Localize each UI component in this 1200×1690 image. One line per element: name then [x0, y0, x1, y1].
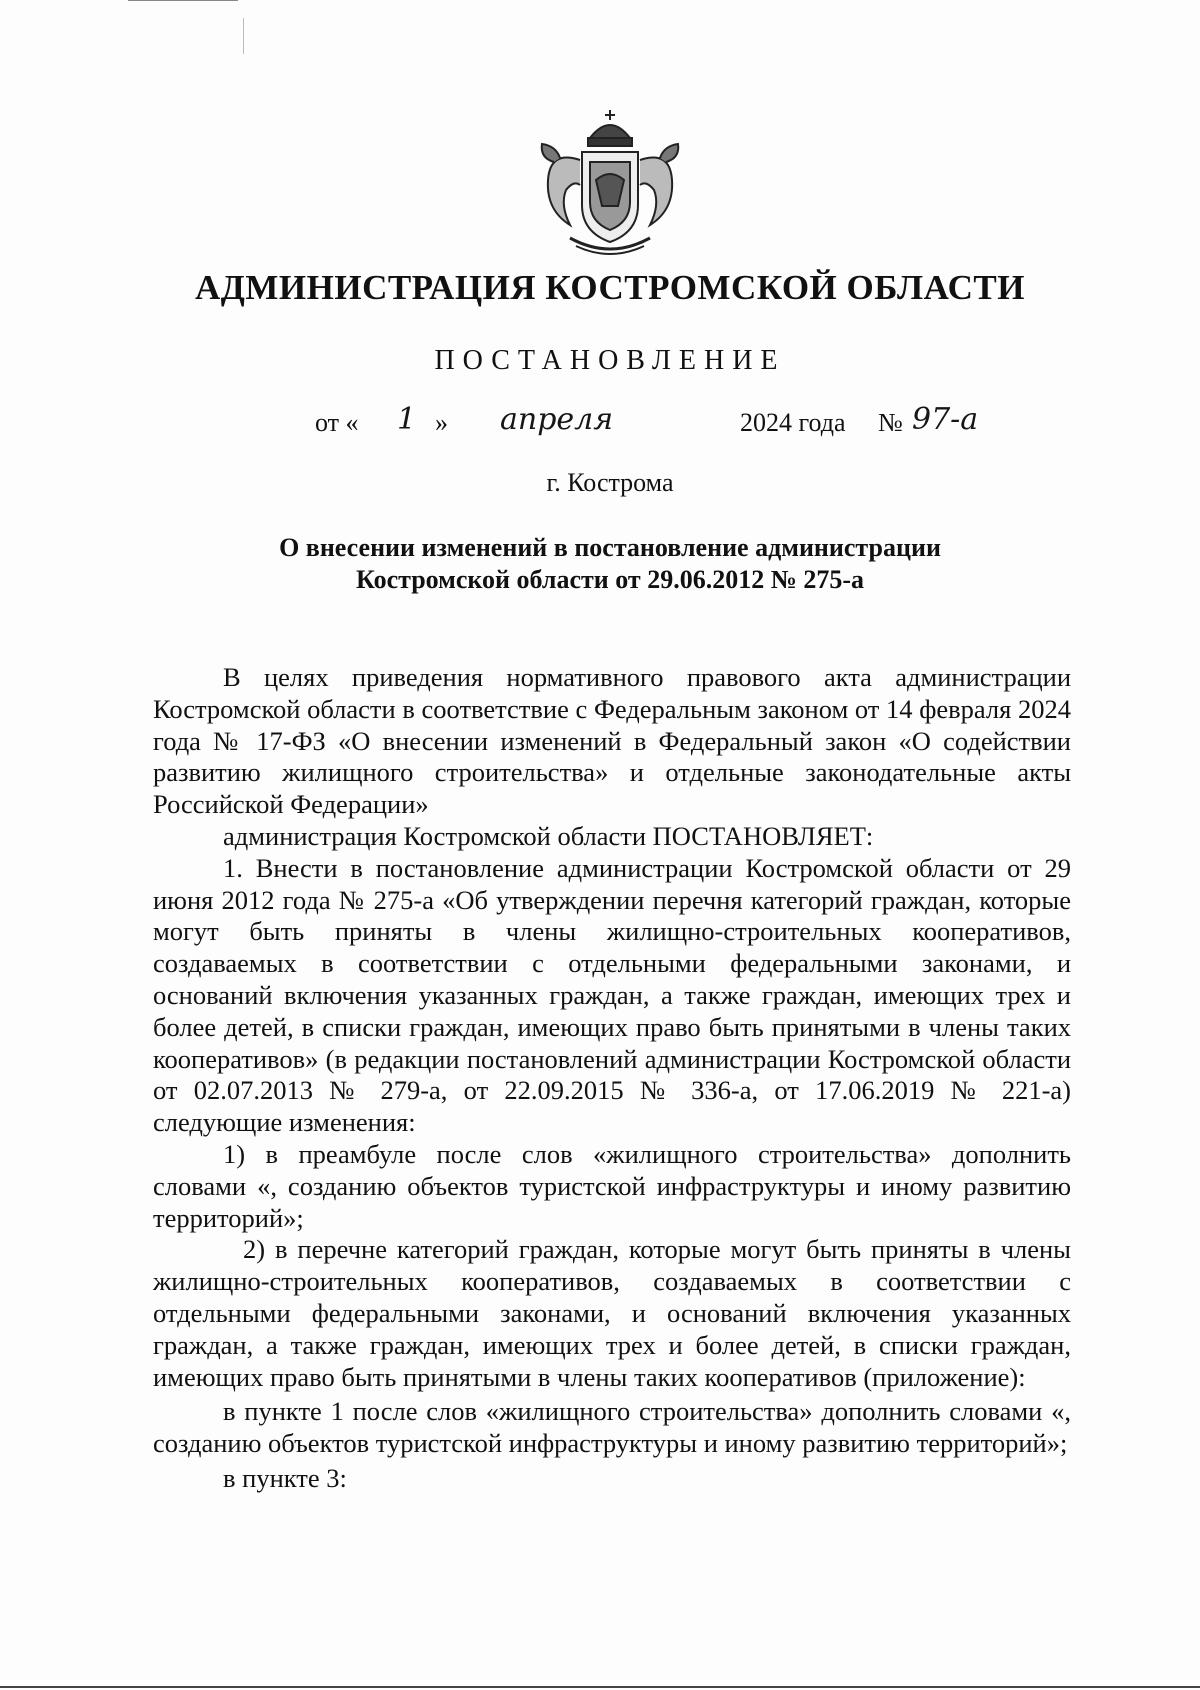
date-day-handwritten: 1 [397, 402, 417, 437]
scan-mark [128, 0, 238, 1]
body-paragraph: в пункте 3: [223, 1462, 347, 1493]
subject-line-1: О внесении изменений в постановление администрации [279, 533, 941, 562]
body-paragraph: 1) в преамбуле после слов «жилищного строительства» дополнить словами «, созданию объектов туристской инфраструктуры и иному развитию территорий»; [153, 1138, 1071, 1233]
body-paragraph: В целях приведения нормативного правового акта администрации Костромской области в соответствие с Федеральным законом от 14 февраля 2024 года № 17-ФЗ «О внесении изменений в Федеральный закон «О содействии развитию жилищного строительства» и отдельные законодательные акты Российской Федерации» [153, 662, 1071, 820]
document-body [153, 662, 1071, 1495]
scan-edge [0, 1686, 1200, 1688]
scan-mark [243, 18, 244, 54]
subject-line-2: Костромской области от 29.06.2012 № 275-а [356, 565, 864, 594]
date-line [315, 402, 1115, 452]
organization-title: АДМИНИСТРАЦИЯ КОСТРОМСКОЙ ОБЛАСТИ [195, 268, 1025, 307]
date-prefix: от « [315, 408, 359, 437]
date-month-handwritten: апреля [500, 402, 614, 437]
city: г. Кострома [546, 468, 674, 497]
date-close-quote: » [435, 408, 448, 437]
coat-of-arms-icon [530, 110, 690, 260]
body-paragraph: в пункте 1 после слов «жилищного строительства» дополнить словами «, созданию объектов туристской инфраструктуры и иному развитию территорий»; [153, 1396, 1071, 1459]
date-year: 2024 года [740, 408, 846, 437]
document-number-handwritten: 97-а [912, 402, 979, 437]
document-subject [150, 532, 1070, 596]
document-type: ПОСТАНОВЛЕНИЕ [434, 345, 786, 376]
body-paragraph: администрация Костромской области ПОСТАНОВЛЯЕТ: [223, 820, 874, 851]
body-paragraph: 1. Внести в постановление администрации Костромской области от 29 июня 2012 года № 275-а «Об утверждении перечня категорий граждан, которые могут быть приняты в члены жилищно-строительных кооперативов, создаваемых в соответствии с отдельными федеральными законами, и оснований включения указанных граждан, а также граждан, имеющих трех и более детей, в списки граждан, имеющих право быть принятыми в члены таких кооперативов» (в редакции постановлений администрации Костромской области от 02.07.2013 № 279-а, от 22.09.2015 № 336-а, от 17.06.2019 № 221-а) следующие изменения: [153, 852, 1071, 1138]
number-sign: № [878, 408, 903, 437]
body-paragraph: 2) в перечне категорий граждан, которые могут быть приняты в члены жилищно-строительных кооперативов, создаваемых в соответствии с отдельными федеральными законами, и оснований включения указанных граждан, а также граждан, имеющих трех и более детей, в списки граждан, имеющих право быть принятыми в члены таких кооперативов (приложение): [153, 1234, 1071, 1392]
